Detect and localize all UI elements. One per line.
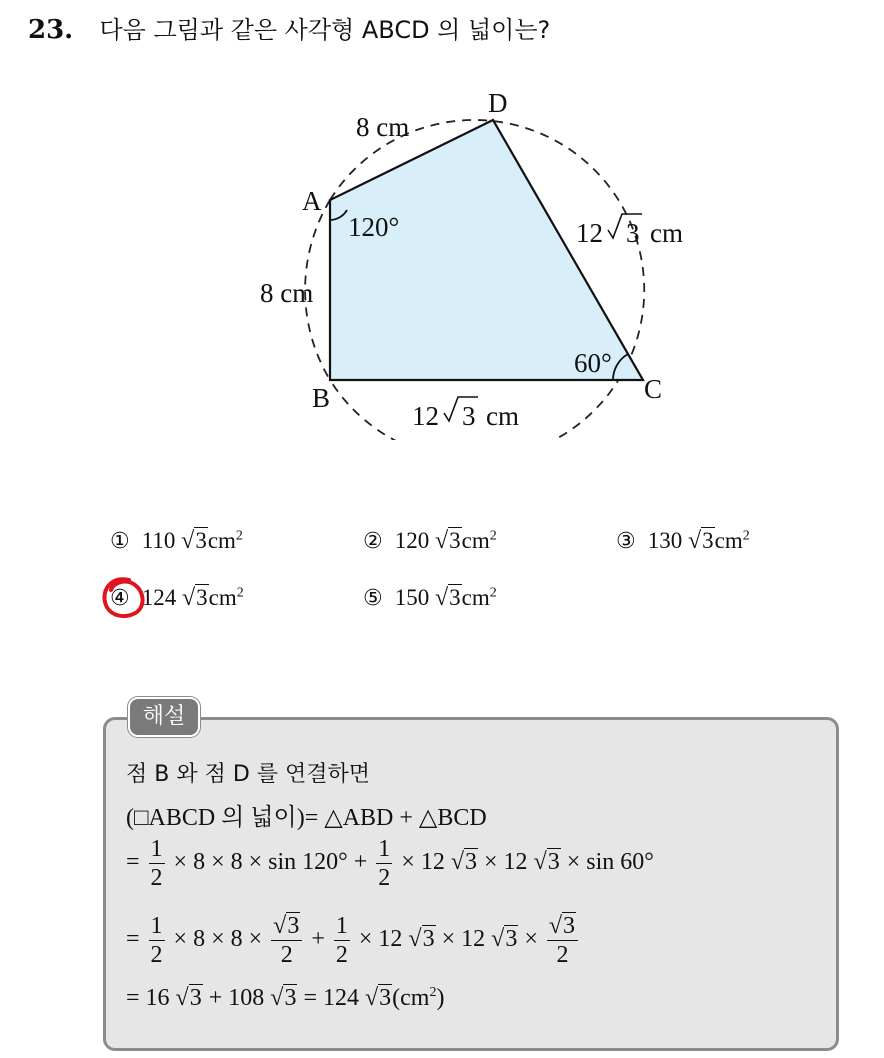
choice-1[interactable]: ① 110 $√3cm^2$ xyxy=(110,528,243,554)
choice-3[interactable]: ③ 130 $√3cm^2$ xyxy=(616,528,750,554)
question-text: 다음 그림과 같은 사각형 ABCD 의 넓이는? xyxy=(99,16,551,44)
svg-text:12: 12 xyxy=(412,401,439,431)
vertex-d-label: D xyxy=(488,88,508,118)
solution-line-5: = 16 √3 + 108 √3 = 124 $√3(cm^2)$ xyxy=(126,985,445,1011)
svg-text:12: 12 xyxy=(576,218,603,248)
solution-line-3: = $\frac{1}{2}$ × 8 × 8 × sin 120° + $\frac{1}{2}$ × 12 √3 × 12 √3 × sin 60° xyxy=(126,836,654,891)
edge-dc-label xyxy=(576,214,683,248)
svg-text:cm: cm xyxy=(650,218,683,248)
vertex-c-label: C xyxy=(644,374,663,404)
vertex-a-label: A xyxy=(302,186,322,216)
edge-bc-label xyxy=(412,397,519,431)
angle-c-label: 60° xyxy=(574,348,612,378)
svg-text:cm: cm xyxy=(486,401,519,431)
edge-ab-label: 8 cm xyxy=(260,278,314,308)
solution-line-4: = $\frac{1}{2}$ × 8 × 8 × $\frac{√3}{2}$ + $\frac{1}{2}$ × 12 √3 × 12 √3 × $\frac{√3}{2}$ xyxy=(126,912,581,969)
question-number: 23. xyxy=(28,15,74,45)
vertex-b-label: B xyxy=(312,383,331,413)
choice-4[interactable]: ④ 124 $√3cm^2$ xyxy=(110,585,244,611)
solution-line-1: 점 B 와 점 D 를 연결하면 xyxy=(126,762,371,787)
quadrilateral-abcd xyxy=(330,120,643,380)
choice-5[interactable]: ⑤ 150 $√3cm^2$ xyxy=(363,585,497,611)
quadrilateral-figure xyxy=(230,80,730,440)
solution-tag: 해설 xyxy=(128,697,200,737)
edge-ad-label: 8 cm xyxy=(356,112,410,142)
question-header xyxy=(28,10,550,45)
choice-2[interactable]: ② 120 $√3cm^2$ xyxy=(363,528,497,554)
answer-circle-mark xyxy=(99,574,151,624)
angle-a-label: 120° xyxy=(348,212,400,242)
svg-text:3: 3 xyxy=(626,218,640,248)
solution-line-2: (□ABCD 의 넓이)= △ABD + △BCD xyxy=(126,805,487,831)
svg-text:3: 3 xyxy=(462,401,476,431)
